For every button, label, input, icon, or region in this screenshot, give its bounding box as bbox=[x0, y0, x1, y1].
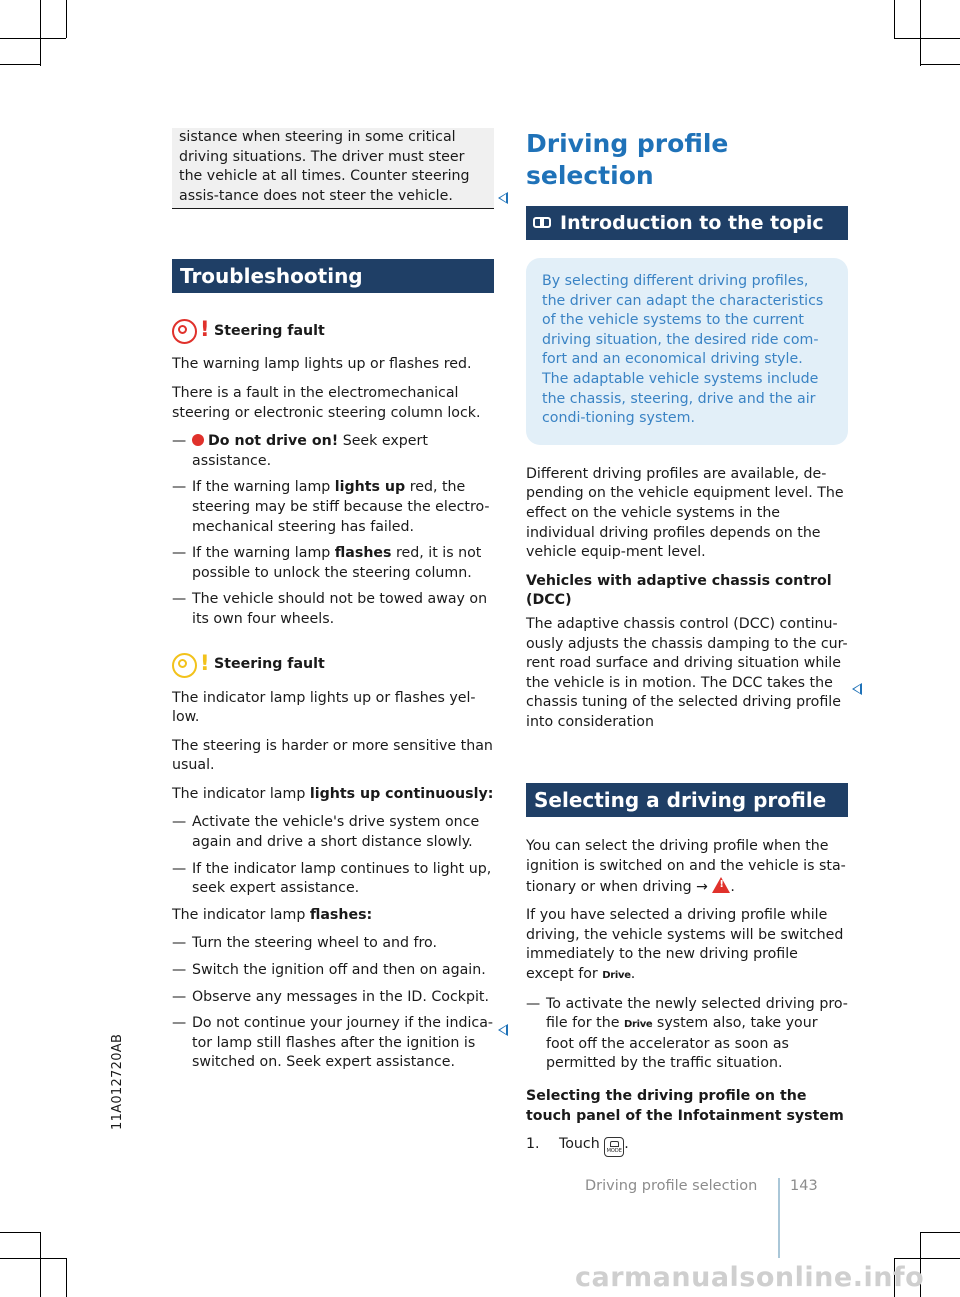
step-text: Touch bbox=[559, 1136, 600, 1153]
crop-mark bbox=[40, 1232, 41, 1297]
list-item-text: Observe any messages in the ID. Cockpit. bbox=[192, 988, 490, 1005]
do-not-drive-text: Do not drive on! bbox=[208, 433, 339, 450]
list-item bbox=[172, 813, 494, 852]
fault-yellow-p2: The steering is harder or more sensitive than usual. bbox=[172, 737, 493, 774]
paragraph-text: If you have selected a driving profile while driving, the vehicle systems will be switched immediately to the new driving profile except for bbox=[526, 907, 844, 983]
list-item-bold: flashes bbox=[334, 545, 392, 562]
section-end-marker-icon bbox=[498, 1024, 508, 1036]
list-item bbox=[172, 860, 494, 899]
warning-triangle-icon[interactable] bbox=[712, 877, 730, 893]
list-item-text: red, the steering may be stiff because the electro-mechanical steering has failed. bbox=[192, 479, 490, 535]
crop-mark bbox=[894, 0, 895, 38]
list-item-text: To activate the newly selected driving pro-file for the bbox=[546, 995, 848, 1032]
list-item bbox=[172, 934, 494, 954]
warning-tail-text: sistance when steering in some critical driving situations. The driver must steer the vehicle at all times. Counter steering assis-tance does not steer the vehicle. bbox=[179, 129, 470, 204]
list-item bbox=[172, 988, 494, 1008]
crop-mark bbox=[894, 1258, 960, 1259]
list-item bbox=[172, 590, 494, 629]
footer-section-name: Driving profile selection bbox=[585, 1178, 758, 1194]
steering-fault-yellow-title: Steering fault bbox=[214, 655, 325, 672]
section-end-marker-icon bbox=[852, 683, 862, 695]
paragraph-text: The indicator lamp bbox=[172, 785, 310, 802]
left-column bbox=[172, 128, 494, 1080]
numbered-step: 1. Touch MODE . bbox=[526, 1135, 848, 1157]
document-code: 11A012720AB bbox=[110, 1033, 125, 1130]
mode-label: MODE bbox=[606, 1148, 622, 1155]
dcc-paragraph: The adaptive chassis control (DCC) continu-ously adjusts the chassis damping to the cur-rent road surface and driving situation while the vehicle is in motion. The DCC takes the chassis tuning of the selected driving profile into consideration bbox=[526, 615, 848, 730]
paragraph-bold: flashes: bbox=[309, 906, 373, 923]
steering-fault-yellow-heading bbox=[172, 650, 494, 677]
dcc-heading bbox=[526, 572, 848, 611]
troubleshooting-heading: Troubleshooting bbox=[172, 259, 494, 293]
list-item bbox=[526, 995, 848, 1074]
drive-label: Drive bbox=[623, 1019, 653, 1031]
watermark: carmanualsonline.info bbox=[575, 1262, 925, 1293]
steering-warning-yellow-icon: ! bbox=[172, 653, 210, 677]
crop-mark bbox=[920, 0, 921, 66]
crop-mark bbox=[920, 1232, 960, 1233]
selecting-profile-heading: Selecting a driving profile bbox=[526, 783, 848, 817]
stop-icon bbox=[192, 434, 204, 446]
fault-yellow-p4 bbox=[172, 906, 494, 926]
drive-label: Drive bbox=[602, 970, 631, 982]
fault-yellow-p1: The indicator lamp lights up or flashes yel-low. bbox=[172, 689, 476, 726]
fault-yellow-p3 bbox=[172, 785, 494, 805]
page-number: 143 bbox=[790, 1178, 818, 1194]
intro-box: By selecting different driving profiles, the driver can adapt the characteristics of the vehicle systems to the current driving situation, the desired ride com-fort and an economical driving style. The adaptable vehicle systems include the chassis, steering, drive and the air condi-tioning system. bbox=[526, 258, 848, 445]
fault-red-p2: There is a fault in the electromechanical steering or electronic steering column lock. bbox=[172, 384, 481, 421]
paragraph-text: The indicator lamp bbox=[172, 906, 310, 923]
intro-heading bbox=[526, 206, 848, 240]
intro-heading-text: Introduction to the topic bbox=[560, 212, 824, 234]
crop-mark bbox=[920, 64, 960, 65]
list-item bbox=[172, 1014, 494, 1073]
steering-fault-red-heading bbox=[172, 319, 494, 343]
list-item-text: system also, take your foot off the accelerator as soon as permitted by the traffic situation. bbox=[546, 1015, 818, 1072]
crop-mark bbox=[66, 0, 67, 38]
list-item-text: Activate the vehicle's drive system once again and drive a short distance slowly. bbox=[192, 814, 480, 851]
list-item bbox=[172, 961, 494, 981]
list-item-text: Switch the ignition off and then on again. bbox=[192, 962, 486, 979]
list-item bbox=[172, 432, 494, 471]
crop-mark bbox=[0, 1232, 40, 1233]
crop-mark bbox=[40, 0, 41, 66]
paragraph-text: You can select the driving profile when the ignition is switched on and the vehicle is sta-tionary or when driving bbox=[526, 838, 846, 895]
list-item-text: Do not continue your journey if the indica-tor lamp still flashes after the ignition is switched on. Seek expert assistance. bbox=[192, 1015, 494, 1071]
list-item-text: If the indicator lamp continues to light up, seek expert assistance. bbox=[192, 860, 492, 897]
arrow-right-icon: → bbox=[696, 878, 708, 895]
list-item bbox=[172, 478, 494, 537]
list-item-text: If the warning lamp bbox=[192, 545, 335, 562]
book-icon bbox=[532, 216, 554, 230]
paragraph-bold: lights up continuously: bbox=[309, 785, 494, 802]
list-item-bold: lights up bbox=[334, 479, 406, 496]
steering-warning-red-icon: ! bbox=[172, 319, 210, 343]
step-number: 1. bbox=[526, 1136, 540, 1153]
right-column bbox=[526, 128, 848, 1157]
crop-mark bbox=[0, 38, 66, 39]
mode-button-icon bbox=[604, 1137, 624, 1157]
select-paragraph-1: You can select the driving profile when the ignition is switched on and the vehicle is sta-tionary or when driving → ! . bbox=[526, 837, 848, 897]
crop-mark bbox=[0, 64, 40, 65]
list-item-text: red, it is not possible to unlock the steering column. bbox=[192, 545, 482, 581]
crop-mark bbox=[894, 38, 960, 39]
steering-fault-red-title: Steering fault bbox=[214, 322, 325, 339]
page-title: Driving profile selection bbox=[526, 129, 729, 190]
dcc-heading-text: Vehicles with adaptive chassis control (DCC) bbox=[526, 572, 832, 609]
fault-red-p1: The warning lamp lights up or flashes red. bbox=[172, 356, 472, 373]
list-item-text: Seek expert assistance. bbox=[192, 433, 428, 469]
touch-panel-heading bbox=[526, 1087, 848, 1126]
crop-mark bbox=[0, 1258, 66, 1259]
crop-mark bbox=[66, 1258, 67, 1297]
list-item-text: Turn the steering wheel to and fro. bbox=[192, 935, 437, 952]
select-paragraph-2: If you have selected a driving profile while driving, the vehicle systems will be switched immediately to the new driving profile except for Drive. bbox=[526, 907, 844, 983]
section-end-marker-icon bbox=[498, 192, 508, 204]
list-item bbox=[172, 544, 494, 583]
warning-box-tail bbox=[172, 128, 494, 209]
footer-divider bbox=[778, 1178, 780, 1258]
touch-panel-heading-text: Selecting the driving profile on the touch panel of the Infotainment system bbox=[526, 1088, 844, 1124]
profiles-paragraph: Different driving profiles are available, de-pending on the vehicle equipment level. The effect on the vehicle systems in the individual driving profiles depends on the vehicle equip-ment level. bbox=[526, 465, 844, 561]
list-item-text: If the warning lamp bbox=[192, 479, 335, 496]
list-item-text: The vehicle should not be towed away on its own four wheels. bbox=[192, 591, 488, 627]
